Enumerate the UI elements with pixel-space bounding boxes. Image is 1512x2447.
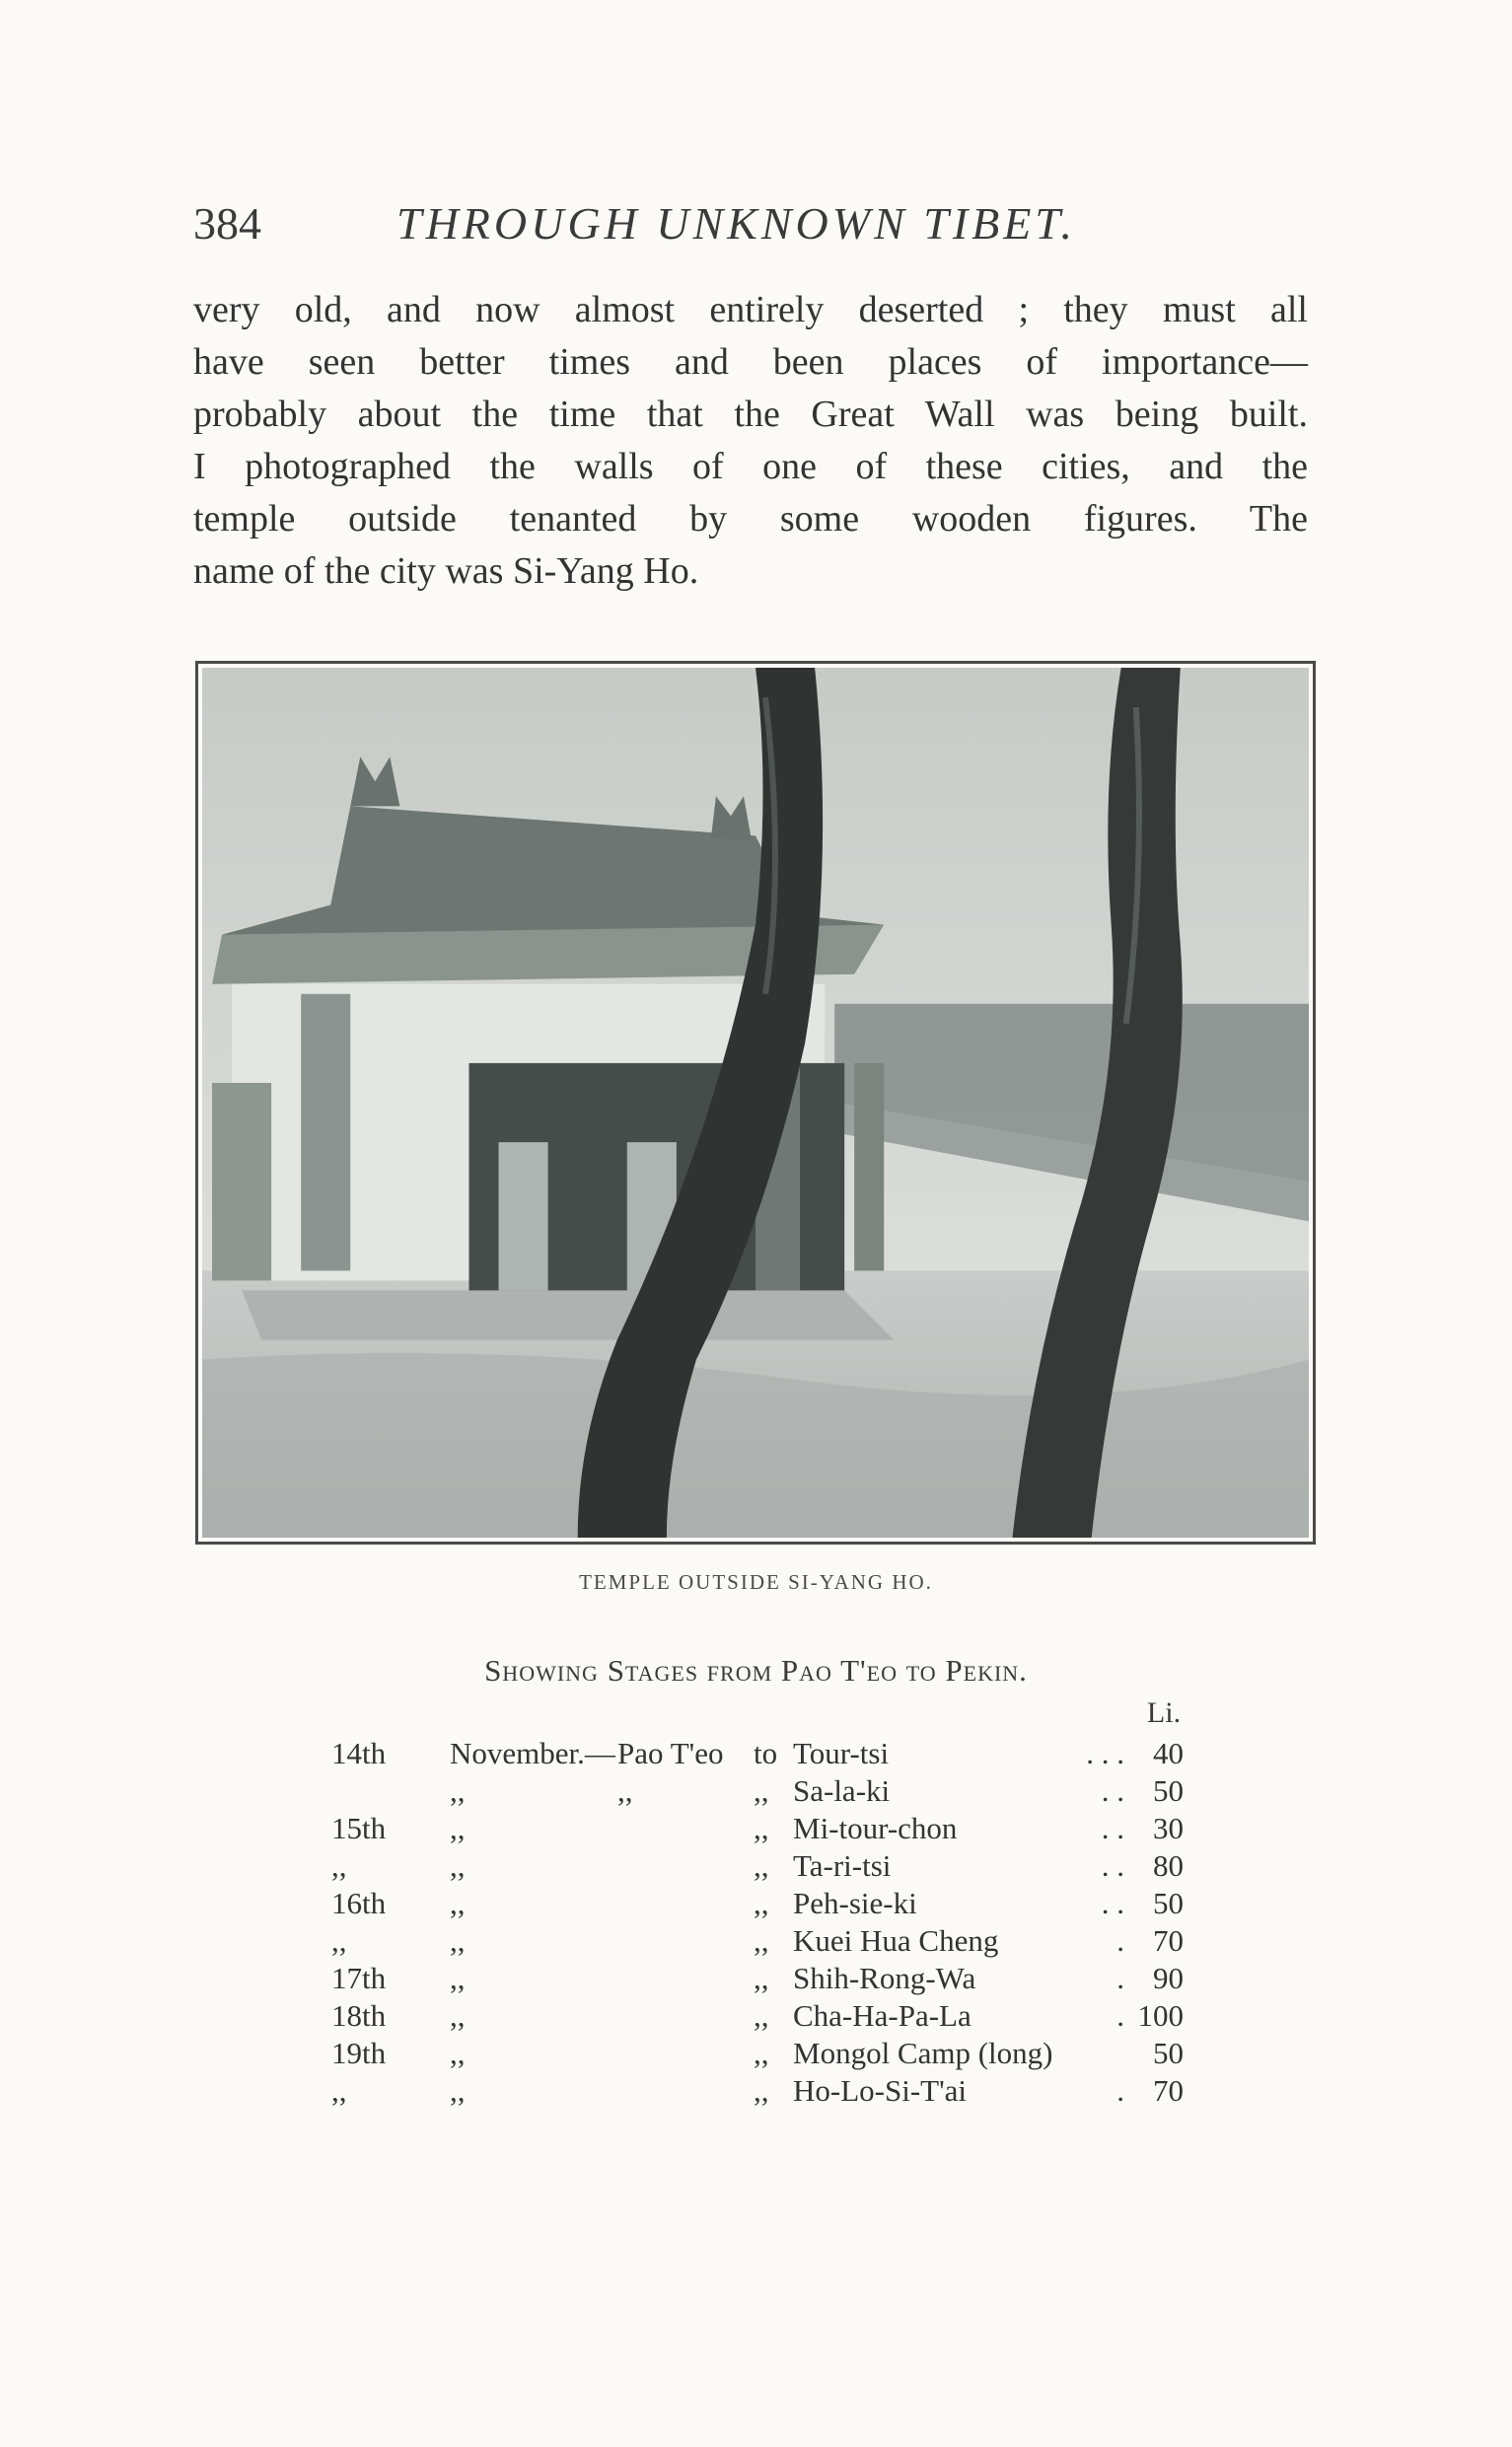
to-cell: ,, (754, 1811, 769, 1845)
leader-dots: . (1116, 2073, 1124, 2108)
li-cell: 40 (1153, 1736, 1184, 1770)
leader-dots: . . (1101, 1773, 1124, 1808)
leader-dots: . (1116, 1923, 1124, 1958)
date-cell: 18th (331, 1998, 387, 2033)
li-cell: 50 (1153, 1886, 1184, 1920)
leader-dots: . . (1101, 1811, 1124, 1845)
table-row (0, 2073, 1512, 2111)
table-row (0, 1961, 1512, 1998)
destination-cell: Tour-tsi (793, 1736, 890, 1770)
paragraph-line: probably about the time that the Great Wall was being built. (193, 394, 1308, 435)
page-header (0, 197, 1512, 266)
date-cell: 19th (331, 2036, 387, 2070)
li-cell: 70 (1153, 1923, 1184, 1958)
date-cell: ,, (331, 1848, 347, 1883)
to-cell: ,, (754, 1848, 769, 1883)
date-cell: 14th (331, 1736, 387, 1770)
month-cell: ,, (450, 1811, 466, 1845)
paragraph-line: name of the city was Si-Yang Ho. (193, 550, 699, 592)
paragraph-line: have seen better times and been places of importance— (193, 341, 1308, 383)
temple-illustration (202, 668, 1309, 1538)
to-cell: ,, (754, 1886, 769, 1920)
table-row (0, 1923, 1512, 1961)
table-row (0, 1848, 1512, 1886)
li-cell: 90 (1153, 1961, 1184, 1995)
to-cell: ,, (754, 1998, 769, 2033)
month-cell: ,, (450, 1998, 466, 2033)
page-number: 384 (193, 198, 261, 249)
month-cell: ,, (450, 1923, 466, 1958)
li-cell: 100 (1137, 1998, 1184, 2033)
destination-cell: Shih-Rong-Wa (793, 1961, 976, 1995)
destination-cell: Ho-Lo-Si-T'ai (793, 2073, 968, 2108)
destination-cell: Mi-tour-chon (793, 1811, 958, 1845)
destination-cell: Kuei Hua Cheng (793, 1923, 999, 1958)
month-cell: ,, (450, 1773, 466, 1808)
table-row (0, 1998, 1512, 2036)
table-row (0, 1736, 1512, 1773)
to-cell: ,, (754, 2036, 769, 2070)
to-cell: ,, (754, 2073, 769, 2108)
table-row (0, 1811, 1512, 1848)
li-column-header: Li. (1146, 1696, 1182, 1729)
paragraph-line: I photographed the walls of one of these cities, and the (193, 446, 1308, 487)
paragraph-line: temple outside tenanted by some wooden figures. The (193, 498, 1308, 540)
from-cell: ,, (617, 1773, 633, 1808)
running-title: THROUGH UNKNOWN TIBET. (396, 198, 1077, 249)
month-cell: ,, (450, 1961, 466, 1995)
body-paragraph (193, 284, 1308, 598)
table-row (0, 1773, 1512, 1811)
to-cell: ,, (754, 1961, 769, 1995)
table-row (0, 1886, 1512, 1923)
leader-dots: . . (1101, 1848, 1124, 1883)
leader-dots: . (1116, 1961, 1124, 1995)
destination-cell: Peh-sie-ki (793, 1886, 917, 1920)
date-cell: 17th (331, 1961, 387, 1995)
date-cell: 15th (331, 1811, 387, 1845)
table-row (0, 2036, 1512, 2073)
paragraph-line: very old, and now almost entirely deserted ; they must all (193, 289, 1308, 330)
date-cell: 16th (331, 1886, 387, 1920)
li-cell: 80 (1153, 1848, 1184, 1883)
li-cell: 30 (1153, 1811, 1184, 1845)
to-cell: to (754, 1736, 778, 1770)
date-cell: ,, (331, 2073, 347, 2108)
leader-dots: . . . (1086, 1736, 1124, 1770)
li-cell: 70 (1153, 2073, 1184, 2108)
date-cell: ,, (331, 1923, 347, 1958)
destination-cell: Mongol Camp (long) (793, 2036, 1053, 2070)
destination-cell: Cha-Ha-Pa-La (793, 1998, 972, 2033)
month-cell: November.— (450, 1736, 615, 1770)
destination-cell: Sa-la-ki (793, 1773, 891, 1808)
month-cell: ,, (450, 2073, 466, 2108)
month-cell: ,, (450, 2036, 466, 2070)
destination-cell: Ta-ri-tsi (793, 1848, 892, 1883)
li-cell: 50 (1153, 1773, 1184, 1808)
to-cell: ,, (754, 1923, 769, 1958)
li-cell: 50 (1153, 2036, 1184, 2070)
temple-photograph (195, 661, 1316, 1545)
from-cell: Pao T'eo (617, 1736, 724, 1770)
month-cell: ,, (450, 1848, 466, 1883)
to-cell: ,, (754, 1773, 769, 1808)
month-cell: ,, (450, 1886, 466, 1920)
leader-dots: . . (1101, 1886, 1124, 1920)
figure-caption: TEMPLE OUTSIDE SI-YANG HO. (579, 1570, 933, 1594)
table-title: Showing Stages from Pao T'eo to Pekin. (484, 1653, 1028, 1688)
leader-dots: . (1116, 1998, 1124, 2033)
